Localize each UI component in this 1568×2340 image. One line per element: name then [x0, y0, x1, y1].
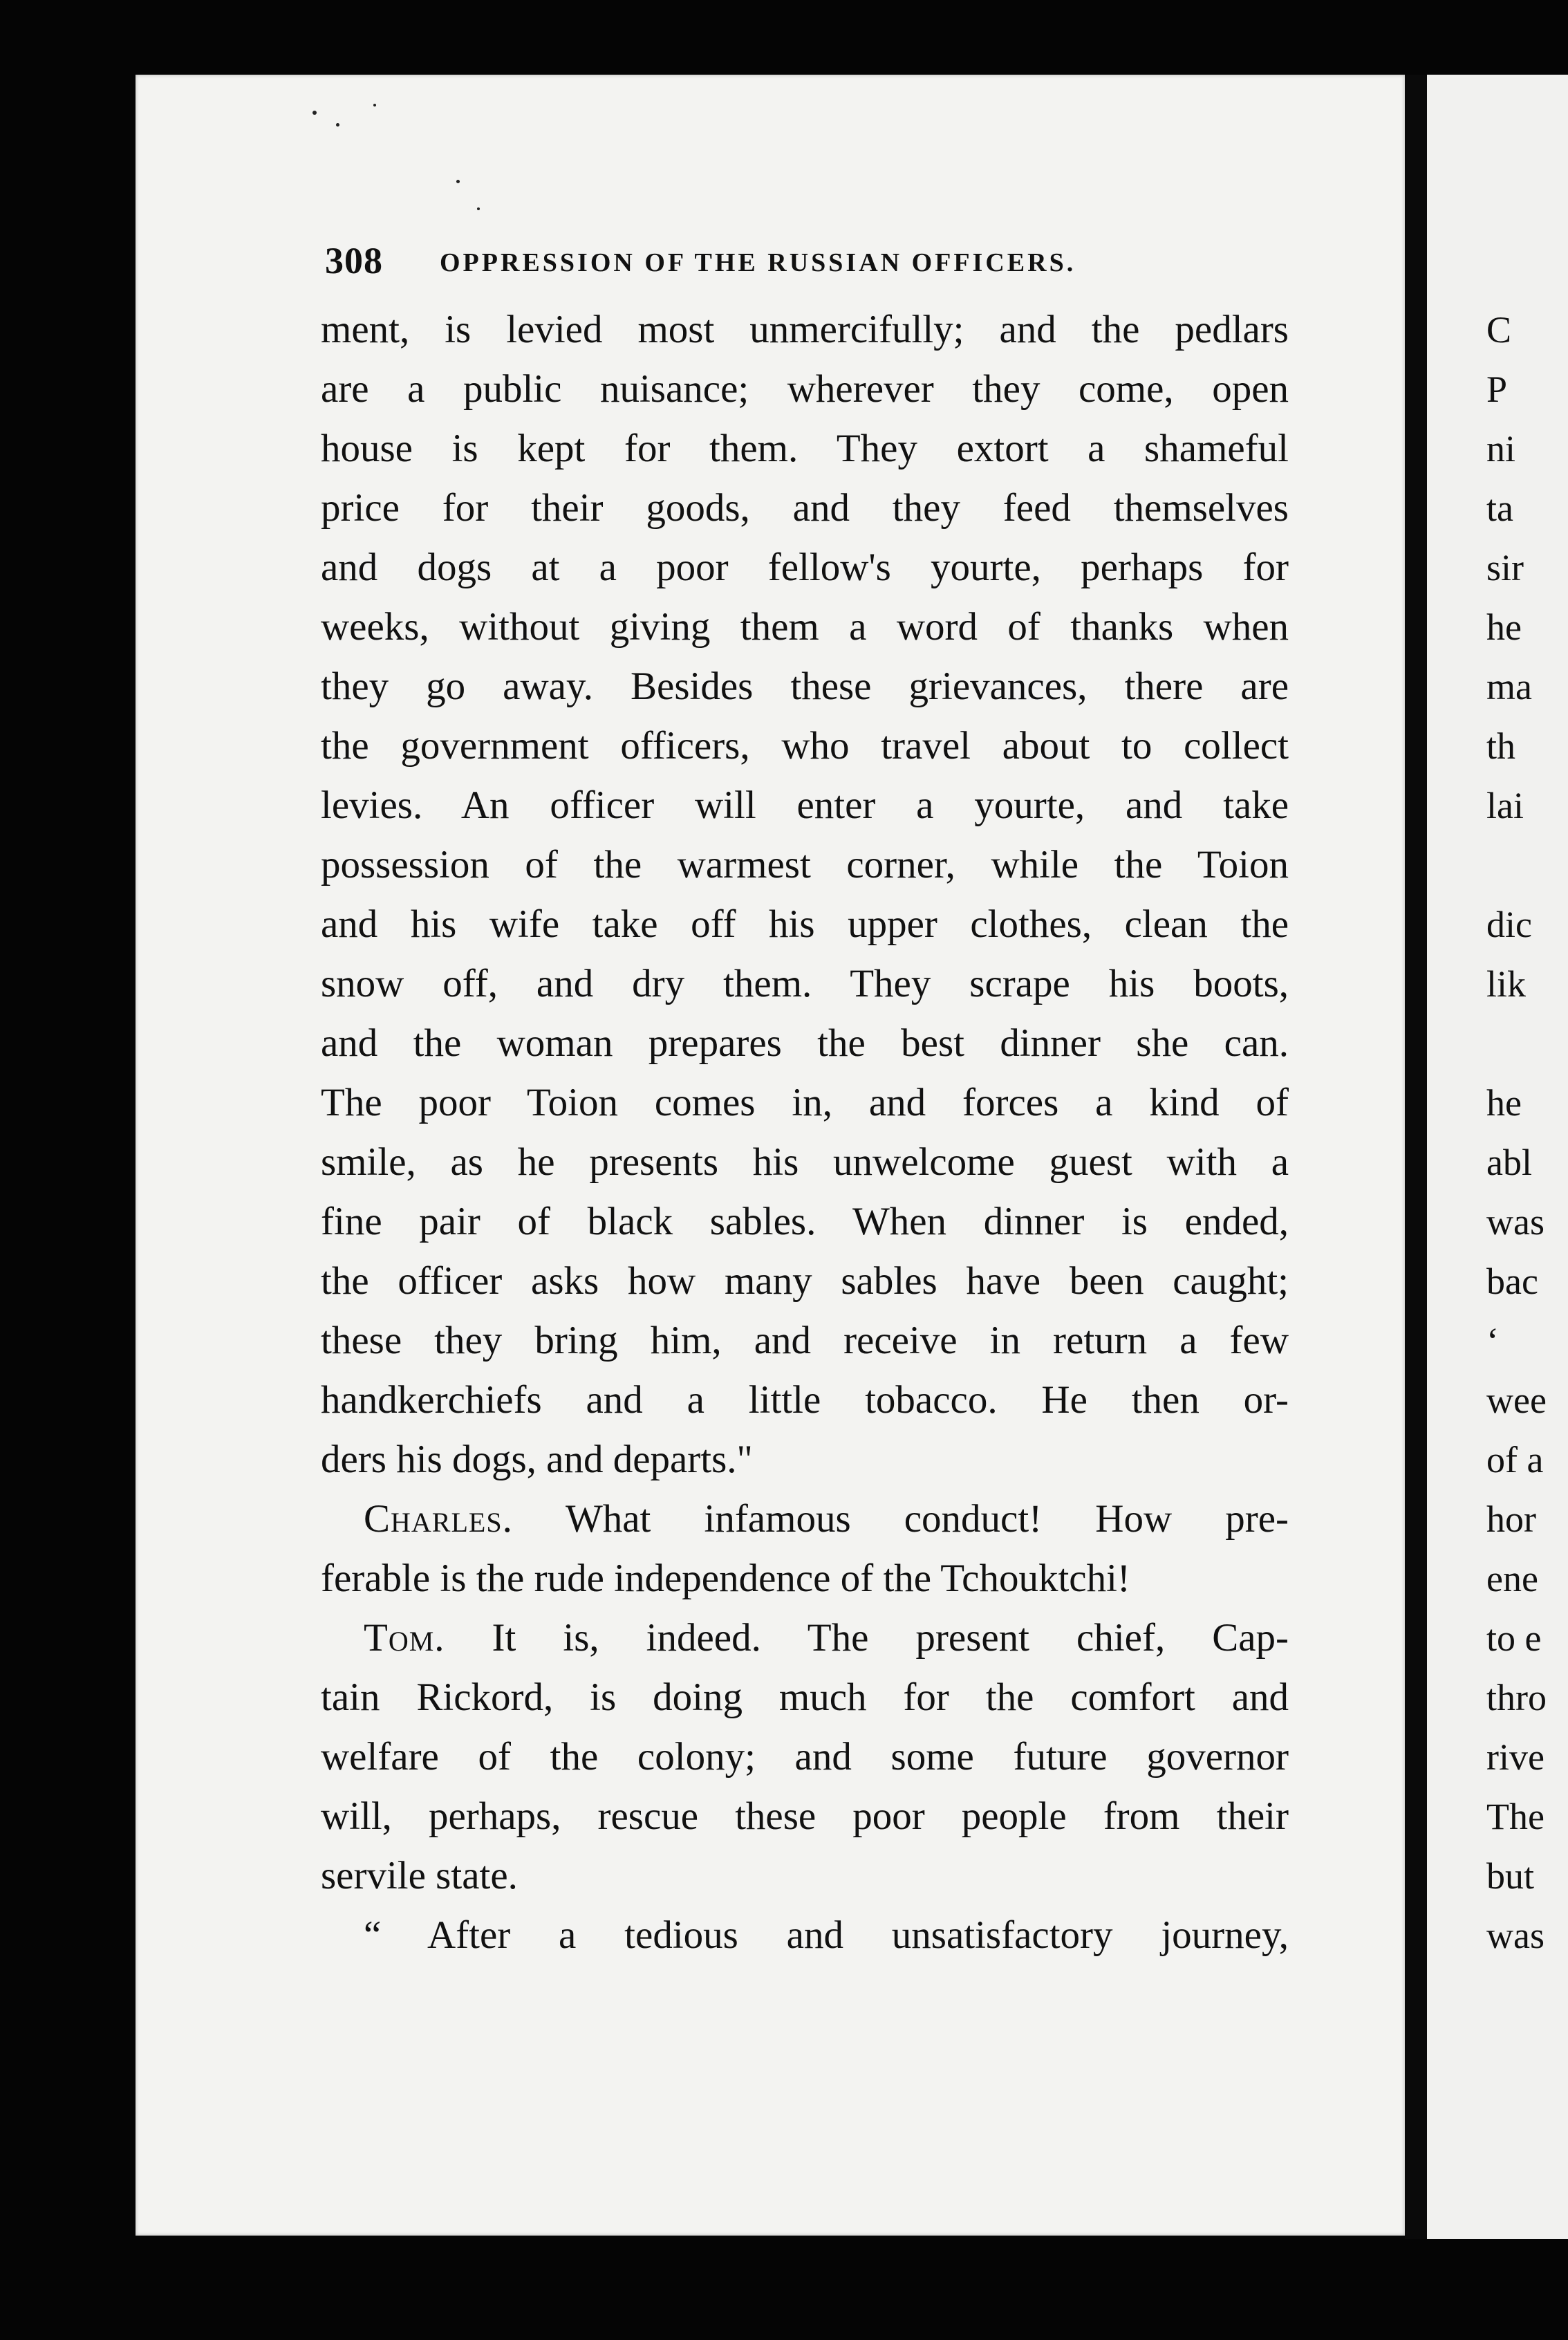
dialogue-line-charles: [321, 1489, 1289, 1549]
scan-speck: [456, 180, 460, 183]
body-text: [321, 300, 1289, 1965]
scan-speck: [477, 207, 480, 210]
facing-fragment: ‘: [1486, 1320, 1499, 1362]
facing-fragment: The: [1486, 1796, 1544, 1837]
scan-speck: [312, 111, 317, 115]
text-line: weeks, without giving them a word of thanks when: [321, 605, 1289, 649]
text-line: tain Rickord, is doing much for the comfort and: [321, 1675, 1289, 1719]
text-line: are a public nuisance; wherever they come, open: [321, 367, 1289, 411]
text-line: ment, is levied most unmercifully; and the pedlars: [321, 308, 1289, 351]
facing-fragment: rive: [1486, 1736, 1544, 1778]
facing-fragment: C: [1486, 309, 1512, 351]
text-line: servile state.: [321, 1854, 518, 1897]
facing-fragment: ta: [1486, 488, 1513, 529]
text-line: The poor Toion comes in, and forces a kind of: [321, 1081, 1289, 1124]
facing-fragment: of a: [1486, 1439, 1544, 1480]
speaker-name: Charles.: [364, 1497, 513, 1541]
facing-fragment: dic: [1486, 904, 1532, 945]
facing-fragment: sir: [1486, 547, 1524, 588]
text-line: and his wife take off his upper clothes, clean the: [321, 902, 1289, 946]
text-line: possession of the warmest corner, while the Toion: [321, 843, 1289, 886]
text-line: house is kept for them. They extort a shameful: [321, 427, 1289, 470]
facing-fragment: ni: [1486, 428, 1516, 470]
text-line: levies. An officer will enter a yourte, and take: [321, 783, 1289, 827]
dialogue-line-tom: [321, 1608, 1289, 1668]
facing-fragment: he: [1486, 606, 1522, 648]
facing-fragment: hor: [1486, 1498, 1536, 1540]
facing-fragment: abl: [1486, 1142, 1532, 1183]
text-line: they go away. Besides these grievances, there are: [321, 665, 1289, 708]
scan-speck: [373, 104, 376, 106]
facing-fragment: but: [1486, 1855, 1535, 1897]
facing-fragment: wee: [1486, 1380, 1547, 1421]
text-line: will, perhaps, rescue these poor people from their: [321, 1794, 1289, 1838]
text-line: handkerchiefs and a little tobacco. He then or-: [321, 1378, 1289, 1422]
facing-fragment: [1486, 1014, 1568, 1073]
text-line: the officer asks how many sables have been caught;: [321, 1259, 1289, 1303]
text-line: ders his dogs, and departs.": [321, 1438, 753, 1481]
facing-fragment: bac: [1486, 1261, 1538, 1302]
facing-fragment: thro: [1486, 1677, 1547, 1718]
facing-fragment: he: [1486, 1082, 1522, 1124]
text-line: fine pair of black sables. When dinner is ended,: [321, 1200, 1289, 1243]
facing-fragment: to e: [1486, 1617, 1542, 1659]
text-line: “ After a tedious and unsatisfactory journey,: [364, 1913, 1289, 1957]
facing-fragment: th: [1486, 725, 1516, 767]
text-line: and dogs at a poor fellow's yourte, perhaps for: [321, 546, 1289, 589]
text-line: snow off, and dry them. They scrape his boots,: [321, 962, 1289, 1005]
facing-fragment: lai: [1486, 785, 1524, 826]
text-line: these they bring him, and receive in return a few: [321, 1319, 1289, 1362]
text-line: price for their goods, and they feed themselves: [321, 486, 1289, 530]
running-title: OPPRESSION OF THE RUSSIAN OFFICERS.: [440, 248, 1076, 277]
text-line: smile, as he presents his unwelcome guest with a: [321, 1140, 1289, 1184]
facing-page-text: [1486, 300, 1568, 1965]
text-line: welfare of the colony; and some future governor: [321, 1735, 1289, 1779]
page-number: 308: [325, 240, 383, 281]
facing-fragment: was: [1486, 1915, 1544, 1956]
scan-speck: [336, 123, 339, 127]
facing-fragment: P: [1486, 369, 1508, 410]
facing-fragment: ma: [1486, 666, 1532, 707]
dialogue-text: It is, indeed. The present chief, Cap-: [492, 1616, 1289, 1660]
speaker-name: Tom.: [364, 1616, 445, 1660]
text-line: the government officers, who travel about to collect: [321, 724, 1289, 768]
running-head: [325, 239, 1307, 288]
facing-fragment: [1486, 835, 1568, 895]
facing-fragment: was: [1486, 1201, 1544, 1243]
book-gutter: [1405, 75, 1427, 2239]
dialogue-text: What infamous conduct! How pre-: [565, 1497, 1289, 1541]
facing-fragment: ene: [1486, 1558, 1538, 1599]
facing-fragment: lik: [1486, 963, 1527, 1005]
text-line: ferable is the rude independence of the Tchouktchi!: [321, 1557, 1130, 1600]
text-line: and the woman prepares the best dinner she can.: [321, 1021, 1289, 1065]
